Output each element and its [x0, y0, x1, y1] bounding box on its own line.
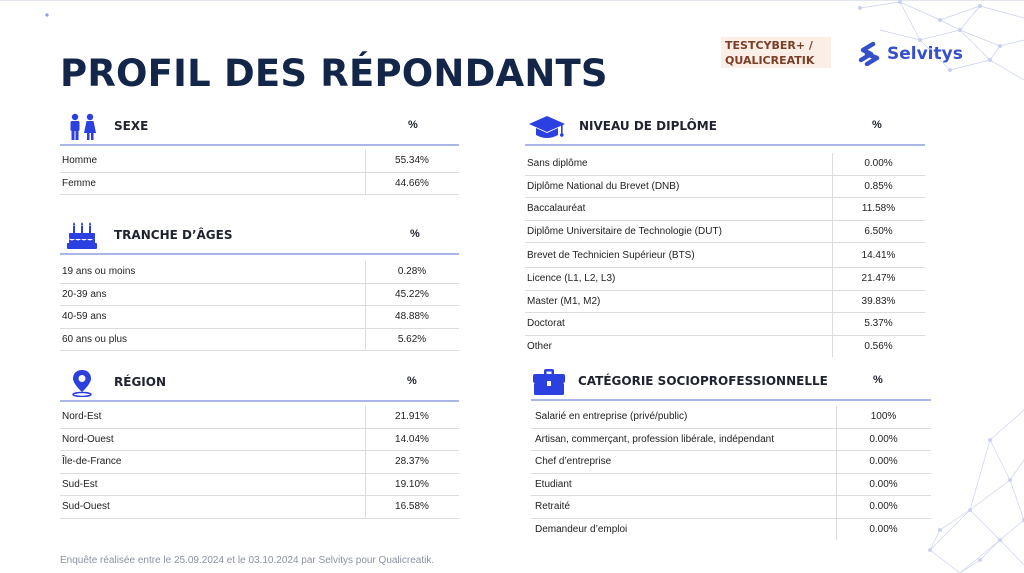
section-csp: [531, 363, 931, 535]
table-row: [60, 284, 459, 307]
table-row: [525, 268, 925, 291]
map-pin-icon: [64, 369, 100, 397]
table-row: [60, 173, 459, 196]
table-row: [60, 406, 459, 429]
row-value: 0.28%: [397, 266, 427, 277]
table-row: [531, 519, 931, 541]
section-title: TRANCHE D’ÂGES: [114, 228, 233, 242]
row-value: 6.50%: [864, 225, 893, 237]
row-value: 48.88%: [395, 311, 429, 322]
section-header: [60, 364, 459, 402]
row-value: 5.37%: [864, 318, 893, 329]
row-value: 0.00%: [869, 523, 898, 535]
row-value: 28.37%: [395, 456, 429, 467]
row-value: 0.00%: [869, 501, 898, 512]
row-label: Doctorat: [527, 318, 565, 329]
table-row: [60, 496, 459, 519]
row-value: 0.00%: [864, 158, 893, 169]
percent-header: %: [872, 119, 882, 131]
row-label: Brevet de Technicien Supérieur (BTS): [527, 250, 695, 261]
percent-header: %: [410, 228, 420, 240]
section-rule: [531, 399, 931, 401]
section-ages: [60, 217, 459, 349]
row-value: 21.91%: [395, 411, 429, 422]
top-border: [0, 0, 1024, 1]
row-label: Master (M1, M2): [527, 295, 601, 307]
page-title: PROFIL DES RÉPONDANTS: [60, 52, 608, 95]
table-rows: [60, 261, 459, 351]
table-row: [525, 291, 925, 314]
people-icon: [64, 113, 100, 141]
row-label: Licence (L1, L2, L3): [527, 273, 616, 284]
row-value: 55.34%: [395, 155, 429, 166]
section-diplome: [525, 108, 925, 351]
table-row: [531, 429, 931, 452]
row-value: 5.62%: [397, 333, 427, 345]
table-row: [525, 221, 925, 244]
row-label: 19 ans ou moins: [62, 266, 136, 277]
row-value: 45.22%: [395, 288, 429, 300]
row-value: 0.85%: [864, 180, 893, 192]
table-row: [60, 306, 459, 329]
row-label: Sans diplôme: [527, 158, 588, 169]
graduation-cap-icon: [527, 113, 567, 141]
row-label: Chef d’entreprise: [535, 456, 612, 467]
row-label: 60 ans ou plus: [62, 333, 128, 345]
row-label: Demandeur d’emploi: [535, 523, 628, 535]
table-row: [525, 243, 925, 268]
client-tag-line-2: QUALICREATIK: [725, 54, 815, 67]
table-row: [60, 474, 459, 497]
section-title: RÉGION: [114, 375, 166, 389]
row-value: 14.41%: [861, 250, 896, 261]
table-row: [531, 496, 931, 519]
row-label: Retraité: [535, 501, 571, 512]
row-value: 21.47%: [861, 273, 896, 284]
section-region: [60, 364, 459, 519]
section-rule: [60, 144, 459, 146]
percent-header: %: [873, 374, 883, 386]
table-row: [531, 451, 931, 474]
row-label: Salarié en entreprise (privé/public): [535, 411, 688, 422]
table-row: [531, 474, 931, 497]
section-title: NIVEAU DE DIPLÔME: [579, 119, 717, 133]
row-label: Artisan, commerçant, profession libérale, indépendant: [535, 433, 775, 445]
section-header: [525, 108, 925, 146]
row-value: 0.00%: [869, 478, 898, 490]
footer-note: Enquête réalisée entre le 25.09.2024 et le 03.10.2024 par Selvitys pour Qualicreatik.: [60, 555, 435, 566]
table-row: [525, 336, 925, 358]
client-tag: [721, 37, 831, 68]
row-value: 100%: [870, 411, 897, 422]
brand-logo: [858, 42, 963, 66]
row-label: Île-de-France: [62, 456, 122, 467]
row-label: Sud-Est: [62, 478, 98, 490]
row-label: Sud-Ouest: [62, 501, 110, 512]
percent-header: %: [408, 119, 418, 131]
table-row: [60, 150, 459, 173]
table-row: [531, 406, 931, 429]
row-value: 19.10%: [395, 478, 429, 490]
section-title: SEXE: [114, 119, 149, 133]
row-value: 39.83%: [861, 295, 896, 307]
row-value: 44.66%: [395, 177, 429, 189]
table-rows: [531, 406, 931, 540]
table-row: [60, 451, 459, 474]
row-label: Diplôme Universitaire de Technologie (DUT): [527, 225, 722, 237]
section-sexe: [60, 108, 459, 200]
row-value: 0.56%: [864, 340, 893, 352]
section-header: [60, 108, 459, 146]
section-header: [60, 217, 459, 255]
row-value: 14.04%: [395, 433, 429, 445]
row-label: 40-59 ans: [62, 311, 107, 322]
table-row: [525, 176, 925, 199]
brand-name: Selvitys: [887, 44, 963, 64]
table-row: [525, 153, 925, 176]
row-label: Diplôme National du Brevet (DNB): [527, 180, 680, 192]
row-label: Baccalauréat: [527, 203, 586, 214]
table-rows: [60, 406, 459, 519]
row-label: Nord-Est: [62, 411, 102, 422]
selvitys-logo-icon: [858, 42, 880, 66]
corner-dot: [44, 12, 50, 18]
section-rule: [60, 400, 459, 402]
row-value: 0.00%: [869, 433, 898, 445]
section-rule: [525, 144, 925, 146]
client-tag-line-1: TESTCYBER+ /: [725, 39, 813, 52]
table-row: [60, 261, 459, 284]
table-row: [525, 198, 925, 221]
row-label: Nord-Ouest: [62, 433, 114, 445]
row-value: 11.58%: [861, 203, 896, 214]
table-rows: [60, 150, 459, 195]
percent-header: %: [407, 375, 417, 387]
section-title: CATÉGORIE SOCIOPROFESSIONNELLE: [578, 374, 828, 388]
section-rule: [60, 253, 459, 255]
table-row: [60, 429, 459, 452]
row-value: 0.00%: [869, 456, 898, 467]
table-rows: [525, 153, 925, 357]
row-label: 20-39 ans: [62, 288, 107, 300]
row-value: 16.58%: [395, 501, 429, 512]
table-row: [60, 329, 459, 352]
row-label: Etudiant: [535, 478, 572, 490]
row-label: Femme: [62, 177, 96, 189]
birthday-cake-icon: [64, 222, 100, 250]
row-label: Homme: [62, 155, 98, 166]
section-header: [531, 363, 931, 401]
table-row: [525, 313, 925, 336]
briefcase-icon: [531, 368, 567, 396]
row-label: Other: [527, 340, 553, 352]
